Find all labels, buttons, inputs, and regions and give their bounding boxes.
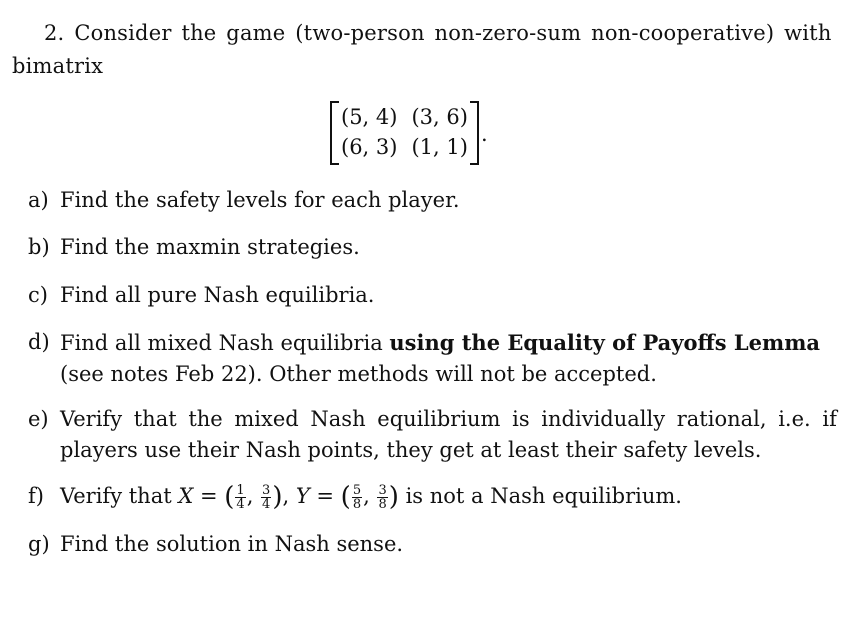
item-label: e): [28, 407, 49, 431]
item-label: a): [28, 188, 49, 212]
matrix-period: .: [481, 122, 488, 146]
item-text: Find the maxmin strategies.: [60, 235, 360, 259]
matrix-cell: (1, 1): [411, 135, 468, 159]
item-d: [28, 327, 820, 390]
item-text: Find all pure Nash equilibria.: [60, 283, 375, 307]
item-text: Find the solution in Nash sense.: [60, 532, 404, 556]
item-e: [28, 404, 837, 466]
item-text-line1: Verify that the mixed Nash equilibrium is individually rational, i.e. if: [60, 407, 837, 431]
fraction: $\frac{5}{8}$: [352, 483, 362, 512]
var-x: X: [178, 484, 194, 508]
item-b: [28, 232, 360, 263]
item-label: d): [28, 330, 50, 354]
fraction: $\frac{1}{4}$: [236, 483, 245, 512]
matrix-right-bracket: [470, 101, 479, 165]
item-text-line2: players use their Nash points, they get at least their safety levels.: [60, 438, 762, 462]
problem-intro-line1: [44, 20, 832, 46]
matrix-cell: (6, 3): [341, 135, 398, 159]
matrix-cell: (5, 4): [341, 105, 398, 129]
item-text-line2: (see notes Feb 22). Other methods will not be accepted.: [60, 362, 657, 386]
matrix-left-bracket: [330, 101, 339, 165]
item-a: [28, 185, 460, 216]
bimatrix: [330, 101, 479, 165]
problem-intro-line2: bimatrix: [12, 54, 104, 78]
problem-number: 2.: [44, 21, 65, 45]
item-text: [60, 327, 820, 359]
item-text-start: Verify that: [60, 484, 172, 508]
var-y: Y: [295, 484, 310, 508]
item-g: [28, 529, 403, 560]
item-text-start: Find all mixed Nash equilibria: [60, 331, 390, 355]
item-f: [28, 481, 682, 513]
item-c: [28, 280, 374, 311]
fraction: $\frac{3}{8}$: [378, 483, 387, 512]
item-text: Find the safety levels for each player.: [60, 188, 460, 212]
item-label: f): [28, 484, 44, 508]
item-text: Verify that X = ( $\frac{1}{4}$ , $\frac{3}{4}$ ), Y = ( $\frac{5}{8}$ , $\frac{3}{8}$ ) is not a Nash equilibrium.: [60, 482, 682, 512]
item-text-bold: using the Equality of Payoffs Lemma: [389, 330, 821, 355]
fraction: $\frac{3}{4}$: [262, 483, 271, 512]
item-label: b): [28, 235, 50, 259]
matrix-grid: [339, 101, 470, 165]
item-text-end: is not a Nash equilibrium.: [405, 484, 682, 508]
matrix-cell: (3, 6): [411, 105, 468, 129]
item-label: c): [28, 283, 48, 307]
problem-intro-text: Consider the game (two-person non-zero-sum non-cooperative) with: [74, 21, 832, 45]
item-label: g): [28, 532, 50, 556]
